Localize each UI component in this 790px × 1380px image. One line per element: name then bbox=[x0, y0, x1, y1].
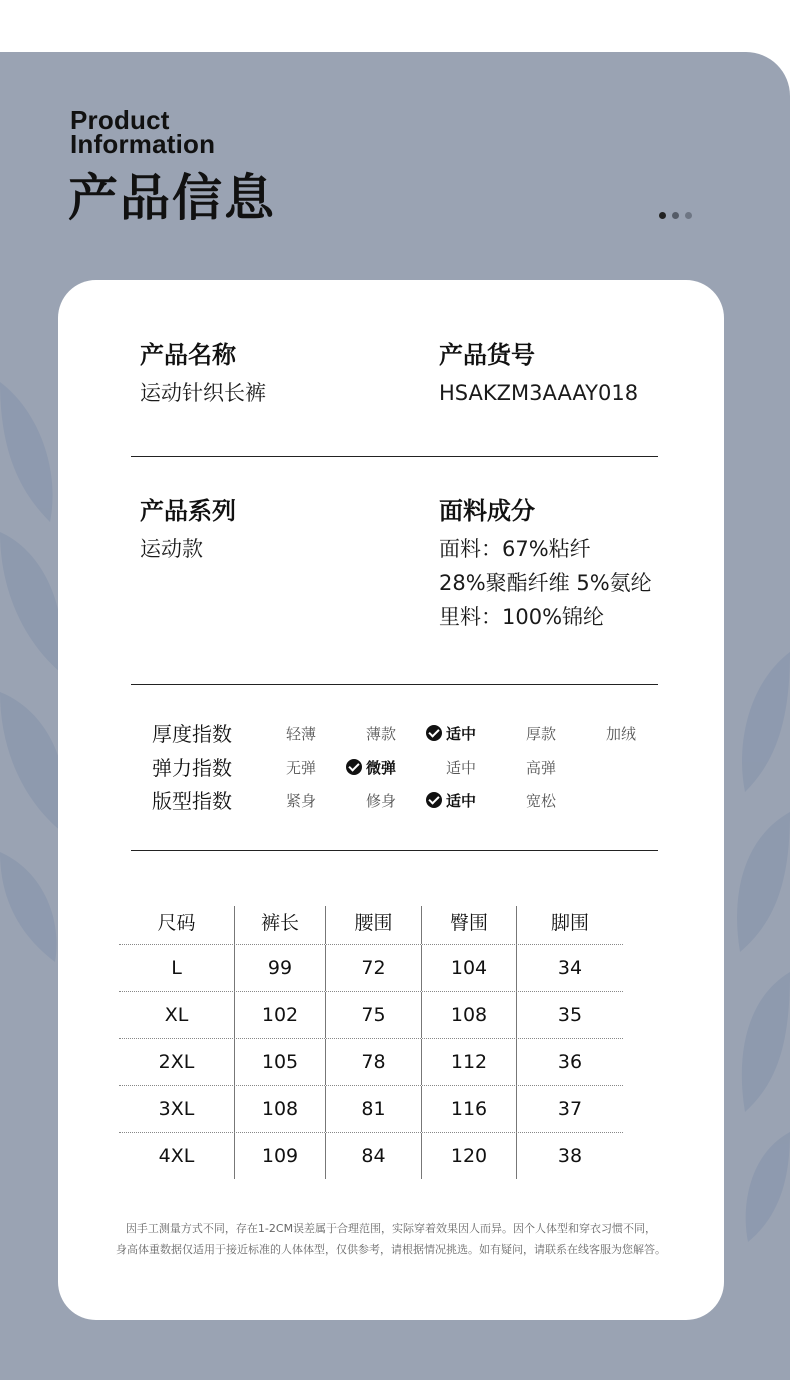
fabric-line: 面料：67%粘纤 bbox=[439, 537, 591, 561]
index-option: 修身 bbox=[366, 792, 397, 810]
table-cell: 99 bbox=[234, 945, 325, 991]
disclaimer-line: 因手工测量方式不同，存在1-2CM误差属于合理范围，实际穿着效果因人而异。因个人体型和穿衣习惯不同， bbox=[125, 1222, 657, 1235]
check-circle-icon bbox=[426, 725, 442, 741]
index-option: 宽松 bbox=[526, 792, 557, 810]
pagination-dots bbox=[659, 212, 692, 219]
dot bbox=[672, 212, 679, 219]
index-option: 无弹 bbox=[286, 759, 317, 777]
table-cell-size: XL bbox=[164, 1004, 189, 1026]
check-circle-icon bbox=[346, 759, 362, 775]
table-header-cell: 腰围 bbox=[325, 906, 421, 944]
index-option: 高弹 bbox=[526, 759, 557, 777]
index-option: 薄款 bbox=[366, 725, 397, 743]
dot bbox=[685, 212, 692, 219]
table-cell: 75 bbox=[325, 992, 421, 1038]
fabric-label: 面料成分 bbox=[439, 497, 535, 525]
table-cell: 105 bbox=[234, 1039, 325, 1085]
table-header-row bbox=[119, 906, 623, 944]
size-table bbox=[119, 906, 623, 1179]
info-card bbox=[58, 280, 724, 1320]
product-name-label: 产品名称 bbox=[140, 341, 236, 369]
table-cell: 102 bbox=[234, 992, 325, 1038]
title-english bbox=[70, 105, 216, 159]
table-cell: 108 bbox=[421, 992, 516, 1038]
index-option: 适中 bbox=[446, 759, 477, 777]
index-label: 弹力指数 bbox=[152, 756, 232, 780]
product-series-field bbox=[140, 496, 236, 566]
product-name-value: 运动针织长裤 bbox=[140, 381, 266, 405]
index-option: 紧身 bbox=[286, 792, 317, 810]
table-cell: 36 bbox=[516, 1039, 623, 1085]
divider bbox=[131, 850, 658, 851]
table-cell: 34 bbox=[516, 945, 623, 991]
table-cell: 108 bbox=[234, 1086, 325, 1132]
title-english-line2: Information bbox=[70, 129, 216, 159]
index-option: 厚款 bbox=[526, 725, 557, 743]
index-option-selected-label: 微弹 bbox=[366, 759, 397, 777]
title-english-line1: Product bbox=[70, 105, 170, 135]
index-option: 加绒 bbox=[606, 725, 637, 743]
product-series-value: 运动款 bbox=[140, 537, 203, 561]
table-cell: 37 bbox=[516, 1086, 623, 1132]
measurement-disclaimer bbox=[58, 1218, 724, 1260]
table-cell-size: 3XL bbox=[158, 1098, 195, 1120]
table-cell: 109 bbox=[234, 1133, 325, 1179]
table-cell: 112 bbox=[421, 1039, 516, 1085]
page-title: 产品信息 bbox=[68, 169, 276, 227]
product-sku-label: 产品货号 bbox=[439, 341, 535, 369]
product-series-label: 产品系列 bbox=[140, 497, 236, 525]
table-header-cell: 裤长 bbox=[234, 906, 325, 944]
product-sku-value: HSAKZM3AAAY018 bbox=[439, 381, 639, 405]
table-row bbox=[119, 992, 623, 1038]
header-panel bbox=[0, 52, 790, 1380]
table-row bbox=[119, 945, 623, 991]
table-row bbox=[119, 1086, 623, 1132]
table-cell: 35 bbox=[516, 992, 623, 1038]
table-cell-size: 4XL bbox=[158, 1145, 195, 1167]
index-option-selected bbox=[426, 787, 476, 815]
fabric-field bbox=[439, 496, 652, 634]
index-option: 轻薄 bbox=[286, 725, 317, 743]
check-circle-icon bbox=[426, 792, 442, 808]
divider bbox=[131, 684, 658, 685]
table-header-cell: 脚围 bbox=[516, 906, 623, 944]
table-row bbox=[119, 1039, 623, 1085]
product-name-field bbox=[140, 340, 266, 410]
table-header-cell: 臀围 bbox=[421, 906, 516, 944]
table-cell-size: 2XL bbox=[158, 1051, 195, 1073]
index-option-selected bbox=[346, 754, 396, 782]
fabric-value bbox=[439, 532, 652, 634]
index-option-selected bbox=[426, 720, 476, 748]
table-cell: 104 bbox=[421, 945, 516, 991]
divider bbox=[131, 456, 658, 457]
product-sku-field bbox=[439, 340, 638, 410]
table-cell: 72 bbox=[325, 945, 421, 991]
table-cell: 120 bbox=[421, 1133, 516, 1179]
dot-active bbox=[659, 212, 666, 219]
table-row bbox=[119, 1133, 623, 1179]
table-cell: 116 bbox=[421, 1086, 516, 1132]
fabric-line: 28%聚酯纤维 5%氨纶 bbox=[439, 571, 652, 595]
table-cell: 38 bbox=[516, 1133, 623, 1179]
table-cell: 81 bbox=[325, 1086, 421, 1132]
disclaimer-line: 身高体重数据仅适用于接近标准的人体体型，仅供参考，请根据情况挑选。如有疑问，请联系在线客服为您解答。 bbox=[116, 1243, 666, 1256]
table-header-cell: 尺码 bbox=[157, 912, 196, 934]
index-label: 版型指数 bbox=[152, 789, 232, 813]
fabric-line: 里料：100%锦纶 bbox=[439, 605, 605, 629]
table-cell: 84 bbox=[325, 1133, 421, 1179]
index-label: 厚度指数 bbox=[152, 722, 232, 746]
index-option-selected-label: 适中 bbox=[446, 725, 477, 743]
table-cell-size: L bbox=[171, 957, 182, 979]
index-option-selected-label: 适中 bbox=[446, 792, 477, 810]
table-cell: 78 bbox=[325, 1039, 421, 1085]
